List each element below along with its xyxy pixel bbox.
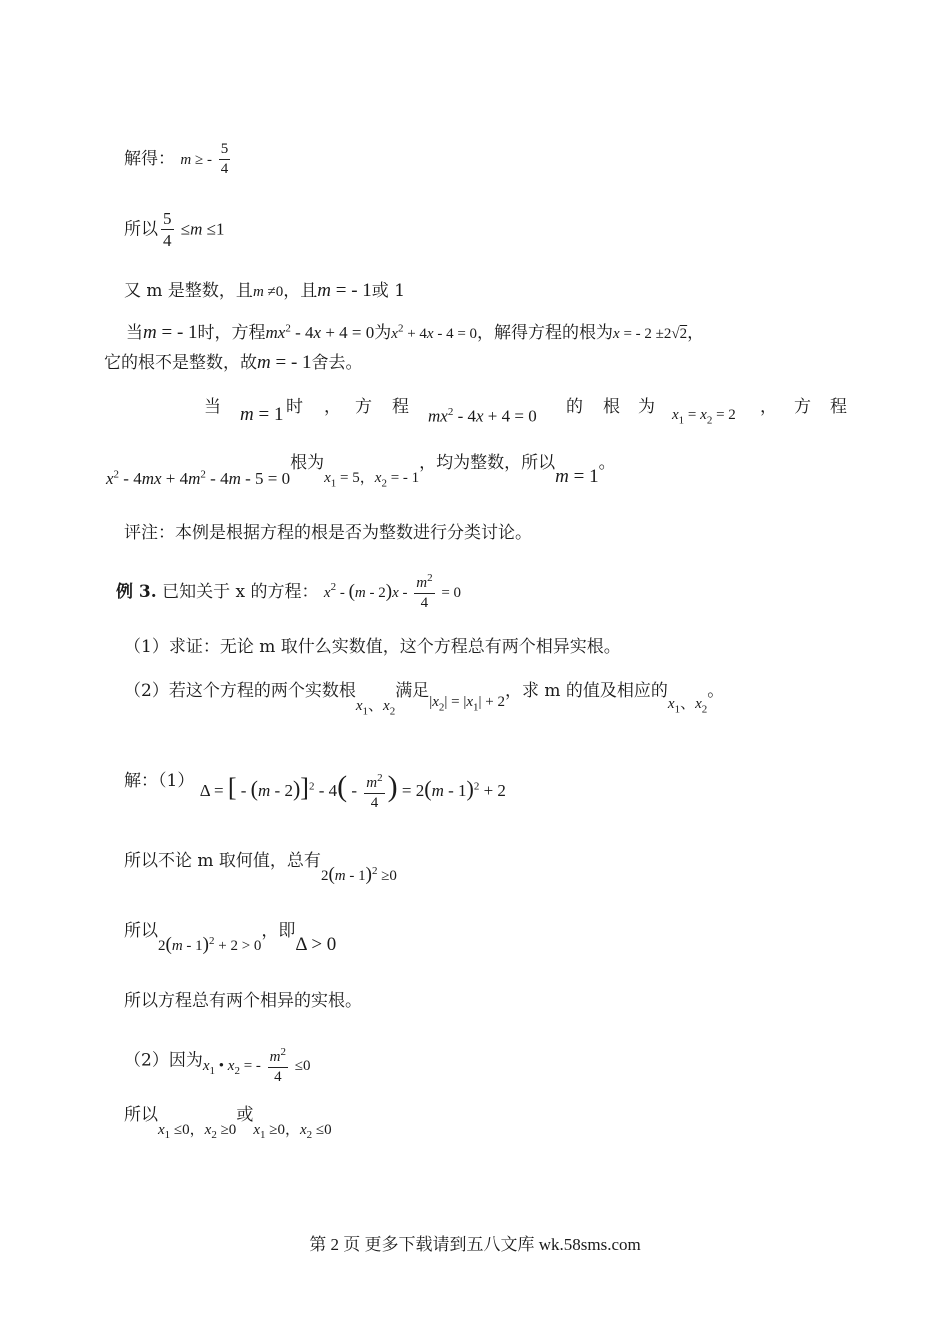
line-solution1: 解：（1） Δ = [ - (m - 2)]$^2$ - 4( - $\frac{m^2}{4}$ ) = 2(m - 1)$^2$ + 2: [124, 770, 506, 811]
line-note: 评注：本例是根据方程的根是否为整数进行分类讨论。: [124, 523, 532, 543]
line-solution4: 所以方程总有两个相异的实根。: [124, 991, 362, 1011]
line-solve-result: 解得： m ≥ - $\frac{5}{4}$: [124, 141, 229, 177]
line-solution5: （2）因为$x_1$ • $x_2$ = - $\frac{m^2}{4}$ ≤0: [124, 1046, 311, 1085]
line-case-m-neg1: 当m = - 1时，方程$mx^2 - 4x + 4 = 0$为$x^2 + 4x - 4 = 0$，解得方程的根为x = - 2 ±2√2，: [126, 322, 705, 343]
line-question2: （2）若这个方程的两个实数根$x_1$、$x_2$满足$|x_2| = |x_1| + 2$，求 m 的值及相应的$x_1$、$x_2$。: [124, 681, 725, 718]
line-solution2: 所以不论 m 取何值，总有2(m - 1)$^2$ ≥0: [124, 851, 397, 885]
text-solve: 解得：: [124, 148, 175, 169]
math-fraction: $\frac{5}{4}$: [220, 141, 229, 177]
line-solution3: 所以2(m - 1)$^2$ + 2 > 0，即Δ > 0: [124, 921, 337, 955]
math-inequality: m: [180, 151, 192, 168]
example3-label: 例 3.: [116, 581, 157, 602]
line-example3: 例 3. 已知关于 x 的方程： $x^2 - (m - 2)x$ - $\frac{m^2}{4}$ = 0: [116, 572, 462, 611]
line-roots-5-neg1: $x^2 - 4mx + 4m^2 - 4m - 5 = 0$根为$x_1 = 5$，$x_2$ = - 1，均为整数，所以m = 1。: [106, 453, 616, 490]
line-integer: 又 m 是整数，且m ≠0，且m = - 1或 1: [124, 280, 406, 301]
page-footer: 第 2 页 更多下载请到五八文库 wk.58sms.com: [309, 1235, 641, 1254]
text-so: 所以: [124, 219, 158, 240]
line-question1: （1）求证：无论 m 取什么实数值，这个方程总有两个相异实根。: [124, 637, 621, 657]
text-integer: 又 m 是整数，且: [124, 281, 253, 301]
math-fraction: $\frac{5}{4}$: [163, 209, 172, 251]
line-discard: 它的根不是整数，故m = - 1舍去。: [104, 352, 363, 373]
line-solution6: 所以$x_1 \le 0$，$x_2 \ge 0$或$x_1 \ge 0$，$x_2 \le 0$: [124, 1105, 332, 1141]
line-range: 所以 $\frac{5}{4}$ ≤m ≤1: [124, 209, 225, 251]
